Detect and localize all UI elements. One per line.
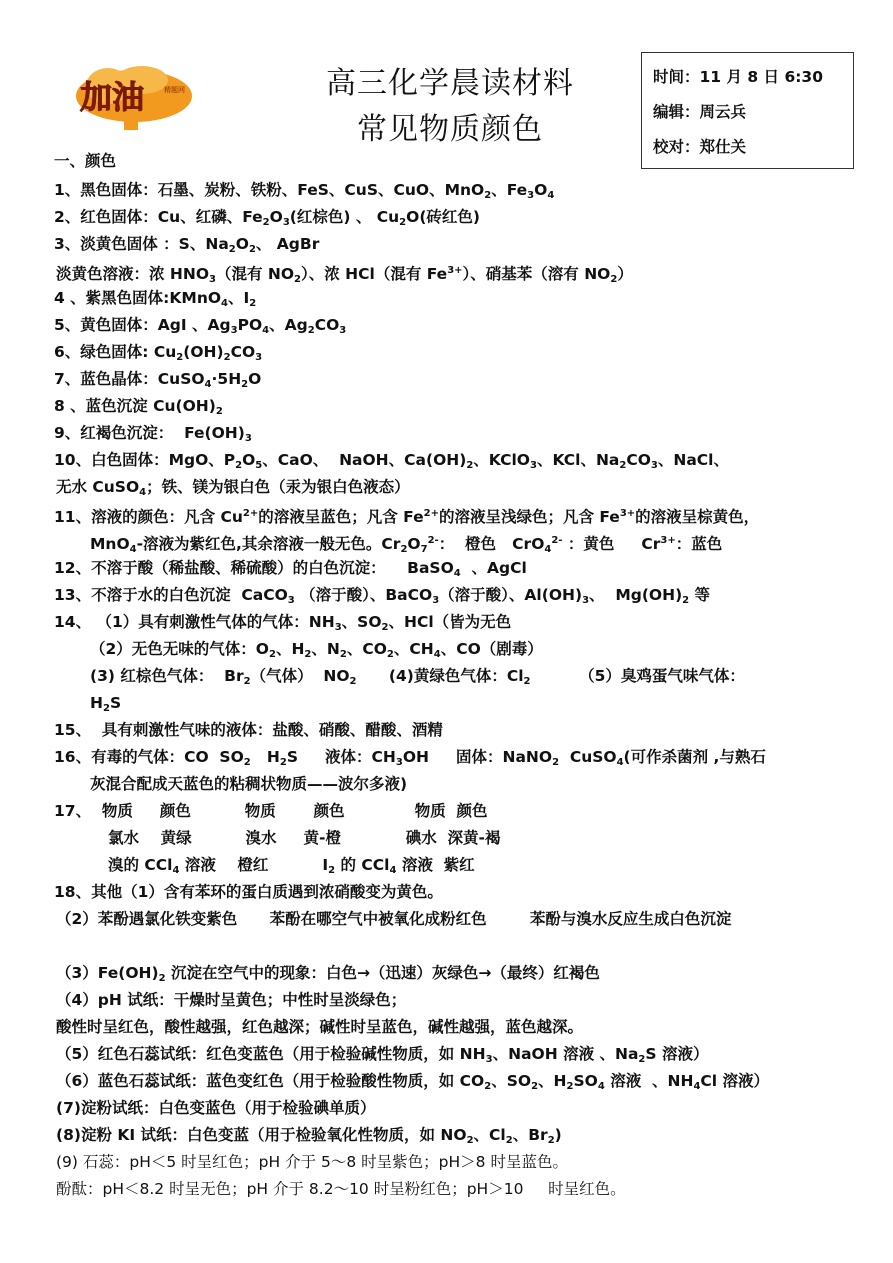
logo-graphic <box>72 62 196 132</box>
text-line-2: 1、黑色固体：石墨、炭粉、铁粉、FeS、CuS、CuO、MnO$_2$、$Fe_3O_4$ <box>54 181 555 201</box>
text-line-18: 14、 （1）具有刺激性气体的气体：$NH_3$、$SO_2$、HCl（皆为无色 <box>54 613 512 633</box>
text-line-23: 16、有毒的气体：CO $SO_2$ $H_2S$ 液体：$CH_3OH$ 固体：NaNO$_2$ CuSO$_4$(可作杀菌剂 ,与熟石 <box>54 748 766 768</box>
logo <box>72 62 196 132</box>
text-line-32: 酸性时呈红色，酸性越强，红色越深；碱性时呈蓝色，碱性越强，蓝色越深。 <box>56 1018 584 1036</box>
text-line-34: （6）蓝色石蕊试纸：蓝色变红色（用于检验酸性物质，如 $CO_2$、$SO_2$、$H_2SO_4$ 溶液 、$NH_4Cl$ 溶液） <box>56 1072 769 1092</box>
text-line-26: 氯水 黄绿 溴水 黄-橙 碘水 深黄-褐 <box>108 829 501 847</box>
text-line-8: 6、绿色固体: $Cu_2(OH)_2CO_3$ <box>54 343 263 363</box>
text-line-15: MnO$_4$-溶液为紫红色,其余溶液一般无色。$Cr_2O_7^{2-}$： 橙色 CrO$_4^{2-}$ ：黄色 $Cr^{3+}$：蓝色 <box>90 535 723 555</box>
text-line-36: (8)淀粉 KI 试纸：白色变蓝（用于检验氧化性物质，如 $NO_2$、$Cl_2$、$Br_2$) <box>56 1126 562 1146</box>
logo-text: 加油 <box>80 78 145 116</box>
text-line-3: 2、红色固体：Cu、红磷、$Fe_2O_3$(红棕色) 、 $Cu_2O$(砖红色) <box>54 208 480 228</box>
text-line-30: $(3)Fe(OH)_2$ 沉淀在空气中的现象：白色→（迅速）灰绿色→（最终）红褐色 <box>56 964 600 984</box>
logo-small-text: 精题网 <box>164 86 185 94</box>
text-line-11: 9、红褐色沉淀： $Fe(OH)_3$ <box>54 424 252 444</box>
info-box <box>641 52 854 169</box>
text-line-19: （2）无色无味的气体：$O_2$、$H_2$、$N_2$、$CO_2$、$CH_4$、CO（剧毒） <box>90 640 543 660</box>
text-line-6: 4 、紫黑色固体:KMnO$_4$、$I_2$ <box>54 289 257 309</box>
text-line-38: 酚酞：pH＜8.2 时呈无色；pH 介于 8.2～10 时呈粉红色；pH＞10 时呈红色。 <box>56 1180 626 1198</box>
text-line-7: 5、黄色固体：AgI 、$Ag_3PO_4$、$Ag_2CO_3$ <box>54 316 347 336</box>
text-line-35: (7)淀粉试纸：白色变蓝色（用于检验碘单质） <box>56 1099 376 1117</box>
text-line-5: 淡黄色溶液：浓 $HNO_3$（混有 $NO_2$）、浓 HCl（混有 $Fe^{3+}$）、硝基苯（溶有 $NO_2$） <box>56 265 633 285</box>
text-line-1: 一、颜色 <box>54 152 117 170</box>
text-line-29: （2）苯酚遇氯化铁变紫色 苯酚在哪空气中被氧化成粉红色 苯酚与溴水反应生成白色沉淀 <box>56 910 732 928</box>
text-line-17: 13、不溶于水的白色沉淀 CaCO$_3$ （溶于酸）、BaCO$_3$（溶于酸）、$Al(OH)_3$、 $Mg(OH)_2$ 等 <box>54 586 711 606</box>
text-line-4: 3、淡黄色固体 ：S、$Na_2O_2$、 AgBr <box>54 235 320 255</box>
text-line-28: 18、其他（1）含有苯环的蛋白质遇到浓硝酸变为黄色。 <box>54 883 443 901</box>
text-line-25: 17、 物质 颜色 物质 颜色 物质 颜色 <box>54 802 488 820</box>
text-line-24: 灰混合配成天蓝色的粘稠状物质——波尔多液) <box>90 775 408 793</box>
text-line-21: $H_2S$ <box>90 694 122 714</box>
text-line-20: (3) 红棕色气体： $Br_2$（气体） $NO_2$ (4)黄绿色气体：$Cl_2$ （5）臭鸡蛋气味气体： <box>90 667 745 687</box>
text-line-16: 12、不溶于酸（稀盐酸、稀硫酸）的白色沉淀： BaSO$_4$ 、AgCl <box>54 559 527 579</box>
text-line-27: 溴的 CCl$_4$ 溶液 橙红 $I_2$ 的 CCl$_4$ 溶液 紫红 <box>108 856 475 876</box>
page-title: 高三化学晨读材料 <box>326 66 574 101</box>
text-line-14: 11、溶液的颜色：凡含 $Cu^{2+}$的溶液呈蓝色；凡含 $Fe^{2+}$的溶液呈浅绿色；凡含 $Fe^{3+}$的溶液呈棕黄色， <box>54 508 760 526</box>
text-line-12: 10、白色固体：MgO、$P_2O_5$、CaO、 NaOH、$Ca(OH)_2$、KClO$_3$、KCl、$Na_2CO_3$、NaCl、 <box>54 451 729 471</box>
page-subtitle: 常见物质颜色 <box>357 112 543 147</box>
text-line-13: 无水 CuSO$_4$；铁、镁为银白色（汞为银白色液态） <box>56 478 410 498</box>
info-editor: 编辑：周云兵 <box>653 103 747 121</box>
text-line-31: （4）pH 试纸：干燥时呈黄色；中性时呈淡绿色； <box>56 991 407 1009</box>
info-time: 时间：11 月 8 日 6:30 <box>653 68 823 86</box>
info-proofreader: 校对：郑仕关 <box>653 138 747 156</box>
text-line-37: (9) 石蕊：pH＜5 时呈红色；pH 介于 5～8 时呈紫色；pH＞8 时呈蓝色。 <box>56 1153 568 1171</box>
text-line-10: 8 、蓝色沉淀 $Cu(OH)_2$ <box>54 397 223 417</box>
text-line-9: 7、蓝色晶体：$CuSO_4\cdot 5H_2O$ <box>54 370 262 390</box>
text-line-22: 15、 具有刺激性气味的液体：盐酸、硝酸、醋酸、酒精 <box>54 721 443 739</box>
text-line-33: （5）红色石蕊试纸：红色变蓝色（用于检验碱性物质，如 $NH_3$、NaOH 溶液 、$Na_2S$ 溶液） <box>56 1045 709 1065</box>
